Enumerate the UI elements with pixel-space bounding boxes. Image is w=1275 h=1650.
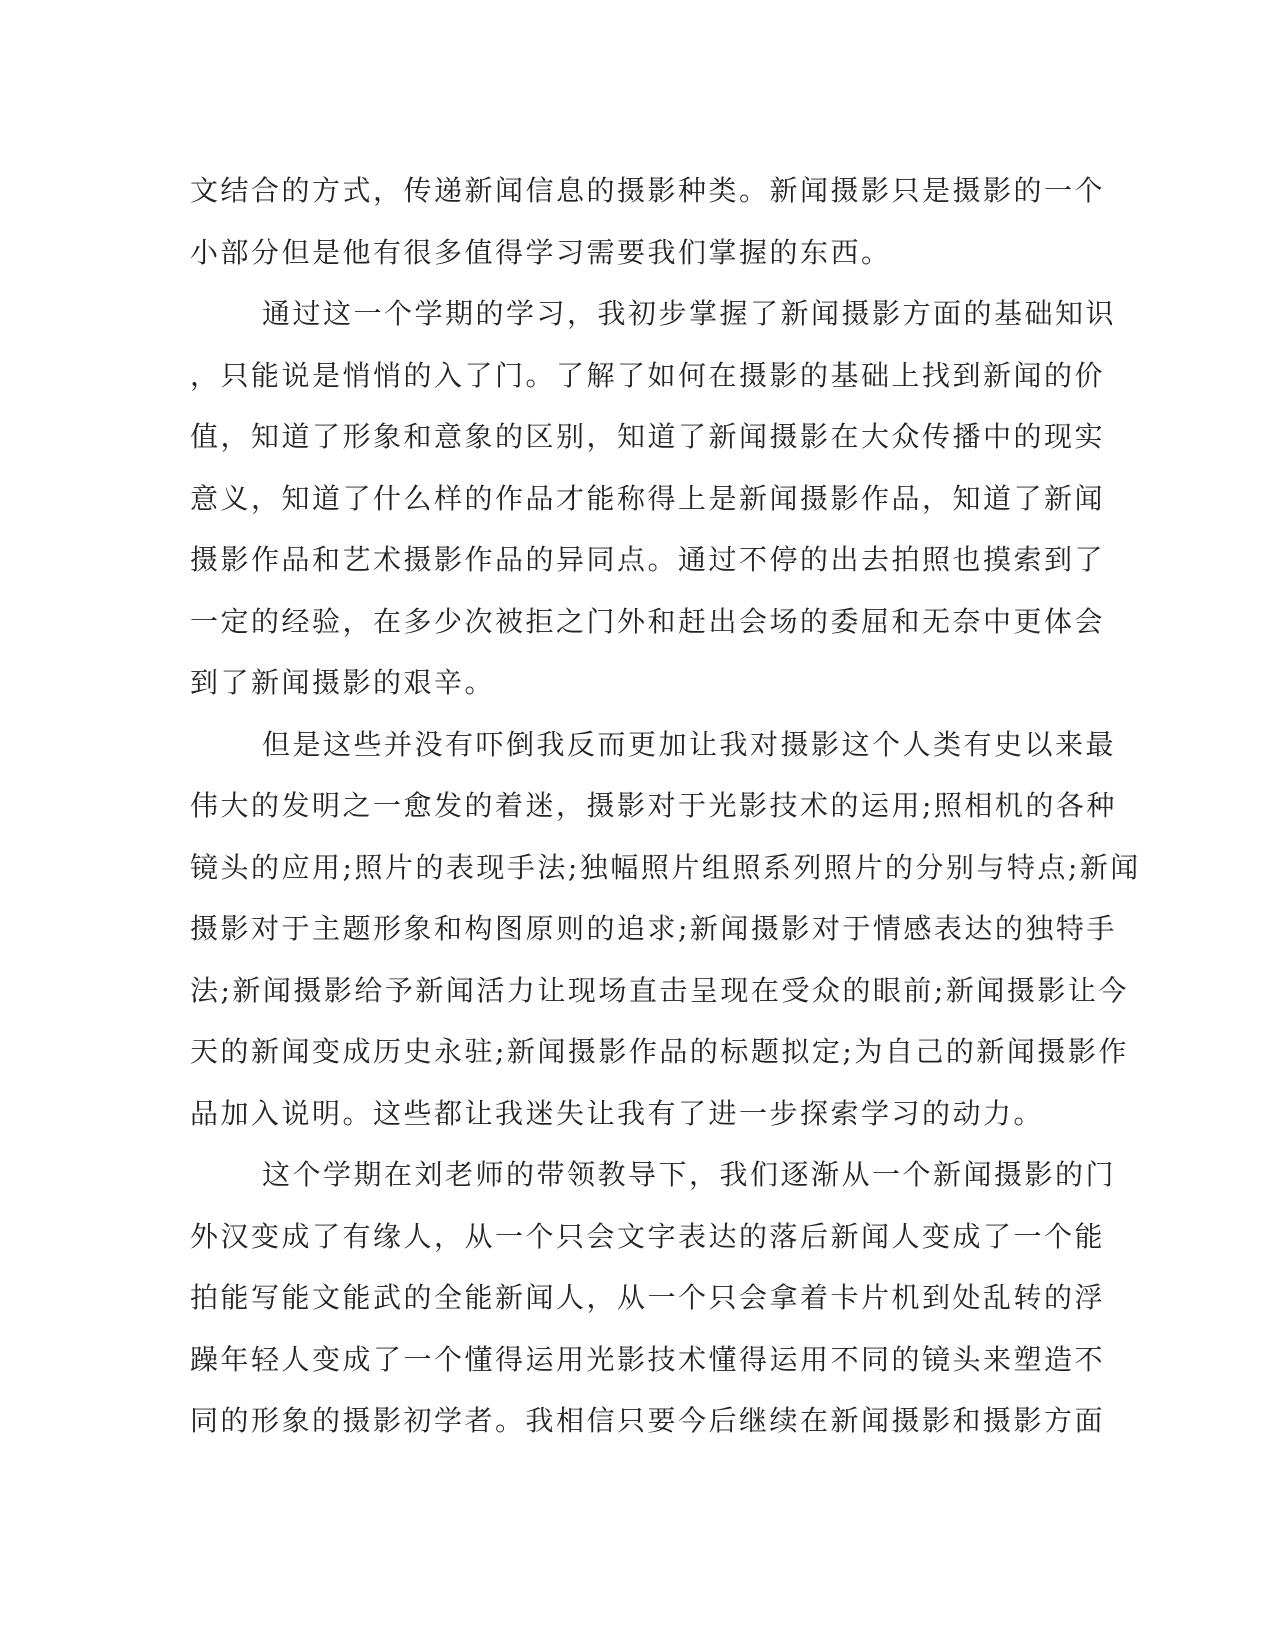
text-line: 法;新闻摄影给予新闻活力让现场直击呈现在受众的眼前;新闻摄影让今 (190, 973, 1129, 1007)
text-line: 小部分但是他有很多值得学习需要我们掌握的东西。 (190, 235, 892, 269)
text-line: 品加入说明。这些都让我迷失让我有了进一步探索学习的动力。 (190, 1096, 1045, 1130)
text-line: 摄影对于主题形象和构图原则的追求;新闻摄影对于情感表达的独特手 (190, 912, 1117, 945)
text-line: 躁年轻人变成了一个懂得运用光影技术懂得运用不同的镜头来塑造不 (190, 1342, 1106, 1376)
text-line: 拍能写能文能武的全能新闻人，从一个只会拿着卡片机到处乱转的浮 (190, 1281, 1106, 1314)
text-line: 伟大的发明之一愈发的着迷，摄影对于光影技术的运用;照相机的各种 (190, 789, 1117, 822)
text-line: 外汉变成了有缘人，从一个只会文字表达的落后新闻人变成了一个能 (190, 1219, 1106, 1253)
text-line: 镜头的应用;照片的表现手法;独幅照片组照系列照片的分别与特点;新闻 (190, 850, 1141, 884)
text-line: 这个学期在刘老师的带领教导下，我们逐渐从一个新闻摄影的门 (262, 1158, 1117, 1191)
text-line: 天的新闻变成历史永驻;新闻摄影作品的标题拟定;为自己的新闻摄影作 (190, 1035, 1129, 1068)
text-line: 到了新闻摄影的艰辛。 (190, 666, 496, 699)
text-line: 值，知道了形象和意象的区别，知道了新闻摄影在大众传播中的现实 (190, 420, 1106, 453)
text-line: ，只能说是悄悄的入了门。了解了如何在摄影的基础上找到新闻的价 (190, 358, 1106, 392)
document-body (190, 160, 1141, 1452)
text-line: 通过这一个学期的学习，我初步掌握了新闻摄影方面的基础知识 (262, 297, 1117, 330)
text-line: 摄影作品和艺术摄影作品的异同点。通过不停的出去拍照也摸索到了 (190, 543, 1106, 576)
text-line: 一定的经验，在多少次被拒之门外和赶出会场的委屈和无奈中更体会 (190, 604, 1106, 638)
text-line: 同的形象的摄影初学者。我相信只要今后继续在新闻摄影和摄影方面 (190, 1404, 1106, 1437)
text-line: 但是这些并没有吓倒我反而更加让我对摄影这个人类有史以来最 (262, 727, 1117, 761)
text-line: 意义，知道了什么样的作品才能称得上是新闻摄影作品，知道了新闻 (190, 481, 1106, 515)
text-line: 文结合的方式，传递新闻信息的摄影种类。新闻摄影只是摄影的一个 (190, 174, 1106, 207)
